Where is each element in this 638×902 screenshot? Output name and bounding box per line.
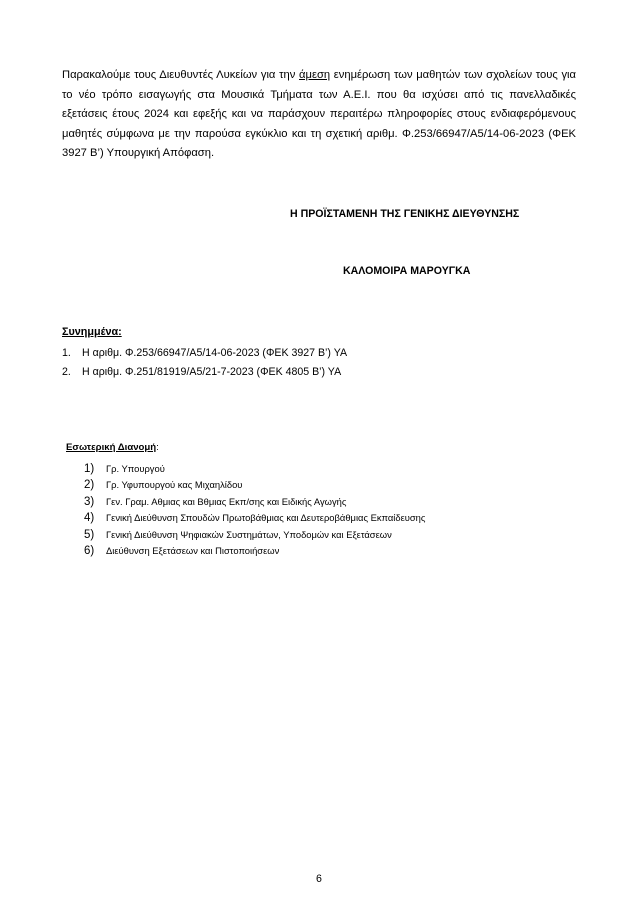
attachments-heading: Συνημμένα: (62, 326, 122, 338)
paragraph-text-start: Παρακαλούμε τους Διευθυντές Λυκείων για την (62, 69, 300, 81)
distribution-heading-colon: : (156, 442, 159, 453)
list-item (84, 510, 425, 526)
list-text: Γενική Διεύθυνση Ψηφιακών Συστημάτων, Υποδομών και Εξετάσεων (106, 528, 392, 540)
list-number: 5) (84, 528, 95, 541)
signatory-title: Η ΠΡΟΪΣΤΑΜΕΝΗ ΤΗΣ ΓΕΝΙΚΗΣ ΔΙΕΥΘΥΝΣΗΣ (290, 208, 520, 220)
list-item (84, 527, 425, 543)
list-number: 2) (84, 479, 95, 492)
list-text: Η αριθμ. Φ.251/81919/Α5/21-7-2023 (ΦΕΚ 4805 Β’) ΥΑ (82, 366, 342, 378)
list-item (84, 543, 425, 559)
distribution-heading-text: Εσωτερική Διανομή (66, 442, 157, 453)
list-number: 6) (84, 545, 95, 558)
distribution-heading (66, 442, 159, 453)
list-number: 2. (62, 366, 71, 378)
page-number: 6 (316, 873, 322, 885)
list-text: Διεύθυνση Εξετάσεων και Πιστοποιήσεων (106, 545, 280, 557)
list-text: Γεν. Γραμ. Αθμιας και Βθμιας Εκπ/σης και Ειδικής Αγωγής (106, 495, 347, 507)
list-number: 4) (84, 512, 95, 525)
paragraph-emphasis: άμεση (299, 69, 331, 81)
list-text: Γρ. Υφυπουργού κας Μιχαηλίδου (106, 479, 243, 491)
distribution-list (84, 461, 425, 559)
list-item (84, 461, 425, 477)
list-item (62, 363, 347, 382)
list-number: 1. (62, 347, 71, 359)
list-text: Η αριθμ. Φ.253/66947/Α5/14-06-2023 (ΦΕΚ 3927 Β’) ΥΑ (82, 347, 348, 359)
list-item (84, 477, 425, 493)
list-text: Γρ. Υπουργού (106, 463, 165, 474)
paragraph-text-end: ενημέρωση των μαθητών των σχολείων τους για το νέο τρόπο εισαγωγής στα Μουσικά Τμήματα των Α.Ε.Ι. που θα ισχύσει από τις πανελλαδικές εξετάσεις έτους 2024 και εφεξής και να παράσχουν περαιτέρω πληροφορίες στους ενδιαφερόμενους μαθητές σύμφωνα με την παρούσα εγκύκλιο και τη σχετική αριθμ. Φ.253/66947/Α5/14-06-2023 (ΦΕΚ 3927 Β’) Υπουργική Απόφαση. (62, 69, 576, 160)
signatory-name: ΚΑΛΟΜΟΙΡΑ ΜΑΡΟΥΓΚΑ (343, 265, 471, 277)
body-paragraph (62, 66, 576, 164)
list-item (84, 494, 425, 510)
list-text: Γενική Διεύθυνση Σπουδών Πρωτοβάθμιας και Δευτεροβάθμιας Εκπαίδευσης (106, 512, 426, 524)
list-number: 3) (84, 495, 95, 508)
attachments-list (62, 344, 347, 382)
list-item (62, 344, 347, 363)
list-number: 1) (84, 463, 95, 475)
